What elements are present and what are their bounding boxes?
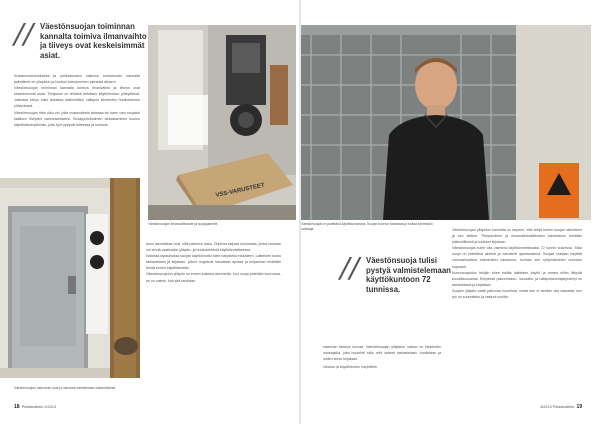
door-illustration [0, 178, 140, 378]
body-column-right-1 [323, 344, 441, 370]
page-number: 18 [14, 404, 20, 410]
body-column-left-1 [14, 73, 140, 128]
pull-quote-right [340, 250, 458, 294]
caption-man: Väestönsuojat on pidettävä käyttökuntoisina. Suojan kunnon tarkastaa ja hoitaa kiinteistön omistaja. [301, 222, 433, 231]
body-column-left-2 [146, 241, 281, 284]
photo-ventilation-unit [148, 25, 296, 220]
folio-right [540, 404, 582, 410]
paragraph: Väestönsuojan ylläpidon kannalta on tarpeen, että tekijä tuntee suojan rakenteen ja sen laitteet. Tiiviyskokeen ja ilmanvaihtolaitteiston toimintakoe tehdään säännöllisesti ja tulokset kirjataan. [452, 228, 582, 245]
paragraph: Kustannustehokkainta ja pelikasvuisen vaikutus toimivuuden kannalta jatkettimet on yllapidon ja huollon toteutuminen pienestä alkaen! [14, 74, 140, 85]
crate-label: VSS-VARUSTEET [215, 182, 266, 199]
quote-mark-icon: // [14, 16, 33, 53]
magazine-name: Pelastustieto 4/2013 [21, 405, 57, 409]
body-column-right-2 [452, 227, 582, 300]
paragraph: doon ammatissa ovat, sillä palvelun laatu. Ohjelma tarjoaa koulutusta, jonka mukaan voi tehdä vaativiakin ylläpito- ja huoltotehtäviä käyttöönotettaessa. [146, 242, 281, 253]
caption-door: Väestönsuojan rakenteen osat ja varusteet tarkistetaan säännöllisesti. [14, 386, 117, 390]
paragraph: Väestönsuojan toiminnan kannalta toimiva ilmanvaihto ja tiiveys ovat keskeisimmät asiat. Tiiviyskoe on tehtävä laitoksen käyttöönoton yhteydessä. Jatkossa tiiviys tulisi tarkistaa säännöllisin väliajoin kiinteistön huoltotoimien yhteydessä. [14, 86, 140, 109]
paragraph: Väestönsuojelun ylläpito on ennen kaikkea asennetta. Kun suoja pidetään kunnossa, se on valmis, kun sitä tarvitaan. [146, 272, 281, 283]
paragraph: Kunnossapidon tekijän tulee hallita laitteiden käyttö ja tuntea niihin liittyvät turvallisuusasiat. Erityisesti painovirtaus-, suodatin- ja hätäpoistumisjärjestelyt on tarkistettava ja kirjattava. [452, 270, 582, 287]
paragraph: Väestönsuojan tulee olla valmiina käyttöönotettavaksi 72 tunnin kuluessa. Siksi suoja on pidettävä siistinä ja varusteet ajantasaisina. Suojaa voidaan käyttää normaalioloissa esimerkiksi varastona, kunhan sen tyhjentäminen onnistuu nopeasti. [452, 246, 582, 269]
ventilation-illustration [148, 25, 296, 220]
magazine-name: 4/2013 Pelastustieto [540, 405, 575, 409]
caption-ventilation: Väestönsuojan ilmanvaihtolaite ja suojapaneelit. [148, 222, 219, 226]
pull-quote-text: Väestönsuojan toiminnan kannalta toimiva ilmanvaihto ja tiiveys ovat keskeisimmät asiat. [40, 22, 147, 60]
paragraph: Kaikissa tapauksissa suojan käyttöönotto tulee harjoitella etukäteen. Laitteiden kunto tarkastetaan ja kirjataan, jolloin ongelmat havaitaan ajoissa ja korjaukset ehditään tehdä ennen käyttötarvetta. [146, 254, 281, 271]
subheading: Vastuut ja käyttöönoton harjoittelu [323, 365, 378, 370]
page-number: 19 [576, 404, 583, 410]
pull-quote-text: Väestönsuoja tulisi pystyä valmistelemaan käyttökuntoon 72 tunnissa. [366, 256, 451, 294]
photo-man-portrait [301, 25, 591, 220]
portrait-illustration [301, 25, 591, 220]
quote-mark-icon: // [340, 250, 359, 287]
paragraph: Väestönsuojan tiivis ulko-ovi, joita ovaseudesta tahansa tai ovien vain suojaksi kaikkien tiiviyden varmistamiseksi. Sovappuhdistimen tarkastaminen kuuluu käyttötoimenpiteisiin, jotta työt pysyvät laiteessa ja toimivat. [14, 110, 140, 127]
photo-shelter-door [0, 178, 140, 378]
paragraph: Suojien ylläpito vaatii jatkuvaa huomiota, mutta sen ei tarvitse olla raskasta, kun työ on suunniteltu ja vastuut sovittu. [452, 288, 582, 300]
paragraph: sisennan tärkeys korvaa. Väestönsuojan ylläpidon vastuu on kiinteistön omistajalla, joka huolehtii siitä, että laitteet tarkastetaan, huolletaan ja niiden kunto kirjataan. [323, 345, 441, 362]
folio-left [14, 404, 56, 410]
pull-quote-left [14, 16, 154, 60]
